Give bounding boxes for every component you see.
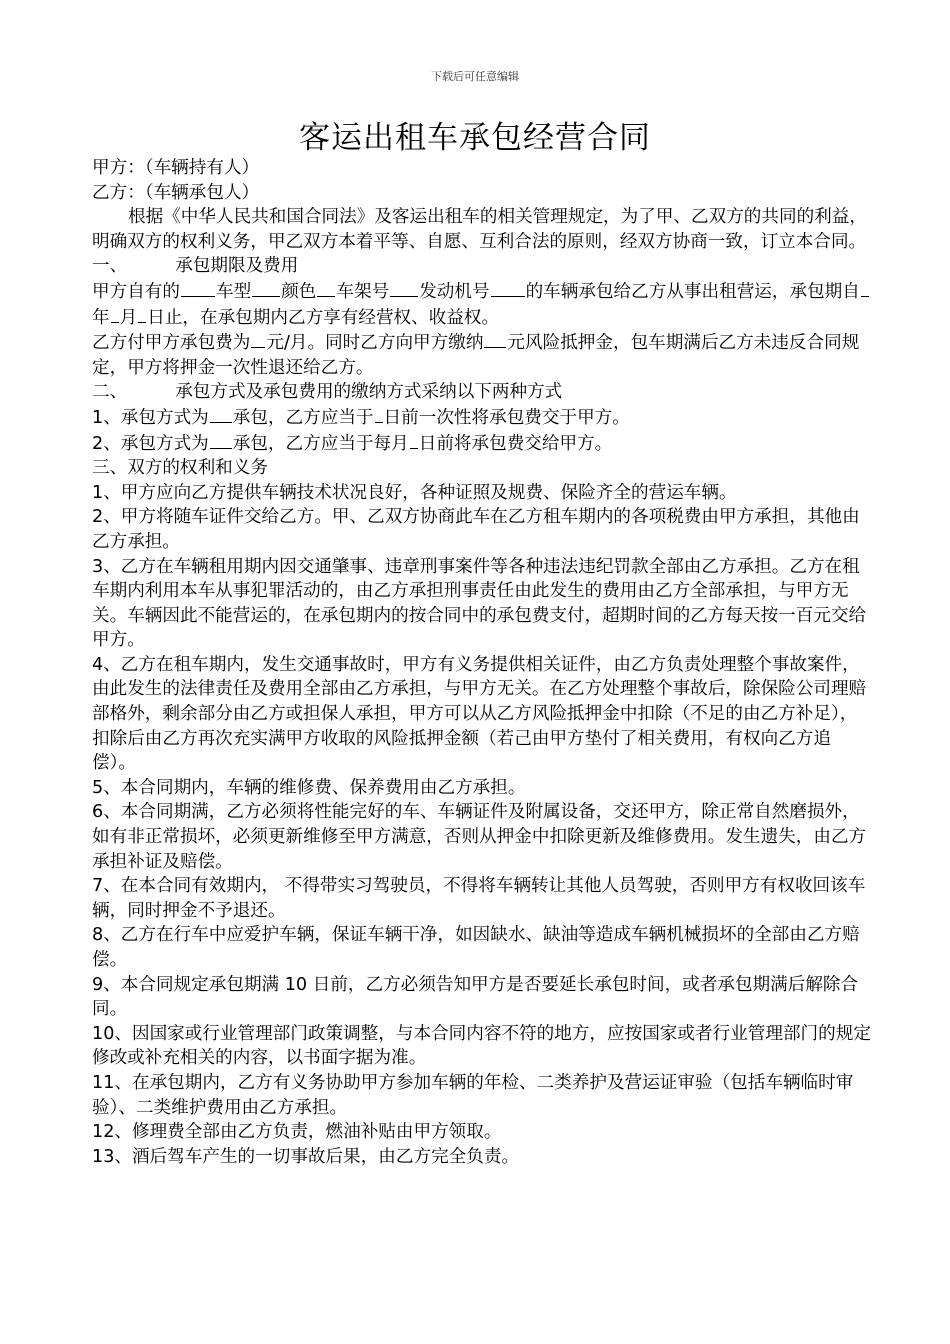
text-segment: 承包，乙方应当于 [232, 407, 374, 428]
blank-field [210, 405, 232, 423]
text-segment: 元/月。同时乙方向甲方缴纳 [266, 333, 484, 354]
section-3-heading: 三、双方的权利和义务 [92, 458, 268, 479]
text-segment: 日前一次性将承包费交于甲方。 [383, 407, 630, 428]
blank-field [111, 305, 119, 323]
list-item: 5、本合同期内，车辆的维修费、保养费用由乙方承担。 [92, 777, 526, 798]
document-title: 客运出租车承包经营合同 [299, 120, 651, 156]
section-2-item-1 [92, 405, 872, 431]
blank-field [410, 431, 418, 449]
blank-field [491, 279, 525, 297]
list-item: 1、甲方应向乙方提供车辆技术状况良好，各种证照及规费、保险齐全的营运车辆。 [92, 482, 737, 503]
text-segment: 车架号 [336, 281, 390, 302]
text-segment: 甲方自有的 [92, 281, 180, 302]
text-segment: 元风险抵押金，包车期满后乙方未违反合同规定，甲方将押金一次性退还给乙方。 [92, 333, 860, 378]
text-segment: 月 [119, 307, 138, 328]
section-1-paragraph-1 [92, 279, 872, 330]
blank-field [390, 279, 418, 297]
text-segment: 的车辆承包给乙方从事出租营运，承包期自 [525, 281, 860, 302]
text-segment: 承包，乙方应当于每月 [232, 433, 409, 454]
party-a-line: 甲方：（车辆持有人） [92, 158, 260, 178]
preamble: 根据《中华人民共和国合同法》及客运出租车的相关管理规定，为了甲、乙双方的共同的利益，明确双方的权利义务，甲乙双方本着平等、自愿、互利合法的原则，经双方协商一致，订立本合同。 [92, 207, 867, 252]
list-item: 2、甲方将随车证件交给乙方。甲、乙双方协商此车在乙方租车期内的各项税费由甲方承担，其他由乙方承担。 [92, 507, 860, 552]
list-item: 6、本合同期满，乙方必须将性能完好的车、车辆证件及附属设备，交还甲方，除正常自然磨损外，如有非正常损坏，必须更新维修至甲方满意，否则从押金中扣除更新及维修费用。发生遗失，由乙方承担补证及赔偿。 [92, 802, 867, 872]
blank-field [484, 330, 506, 348]
text-segment: 颜色 [281, 281, 317, 302]
blank-field [210, 431, 232, 449]
section-1-number: 一、 [92, 256, 128, 277]
text-segment: 日止，在承包期内乙方享有经营权、收益权。 [147, 307, 500, 328]
section-1-title: 承包期限及费用 [175, 256, 299, 277]
text-segment: 2、承包方式为 [92, 433, 209, 454]
blank-field [861, 279, 869, 297]
list-item: 3、乙方在车辆租用期内因交通肇事、违章刑事案件等各种违法违纪罚款全部由乙方承担。乙方在租车期内利用本车从事犯罪活动的，由乙方承担刑事责任由此发生的费用由乙方全部承担，与甲方无关。车辆因此不能营运的，在承包期内的按合同中的承包费支付，超期时间的乙方每天按一百元交给甲方。 [92, 556, 867, 651]
section-1-heading [92, 254, 872, 279]
list-item: 10、因国家或行业管理部门政策调整，与本合同内容不符的地方，应按国家或者行业管理部门的规定修改或补充相关的内容，以书面字据为准。 [92, 1023, 871, 1069]
list-item: 9、本合同规定承包期满 10 日前，乙方必须告知甲方是否要延长承包时间，或者承包期满后解除合同。 [92, 974, 859, 1020]
section-1-paragraph-2 [92, 330, 872, 380]
blank-field [181, 279, 215, 297]
text-segment: 1、承包方式为 [92, 407, 209, 428]
section-2-heading [92, 380, 872, 405]
party-b-line: 乙方：（车辆承包人） [92, 182, 260, 203]
blank-field [317, 279, 335, 297]
contract-body [92, 156, 872, 1169]
section-2-item-2 [92, 431, 872, 457]
blank-field [252, 279, 280, 297]
list-item: 7、在本合同有效期内， 不得带实习驾驶员，不得将车辆转让其他人员驾驶，否则甲方有权收回该车辆，同时押金不予退还。 [92, 876, 866, 921]
section-2-number: 二、 [92, 382, 128, 403]
text-segment: 年 [92, 307, 110, 328]
blank-field [375, 405, 383, 423]
list-item: 4、乙方在租车期内，发生交通事故时，甲方有义务提供相关证件，由乙方负责处理整个事故案件，由此发生的法律责任及费用全部由乙方承担，与甲方无关。在乙方处理整个事故后，除保险公司理赔部格外，剩余部分由乙方或担保人承担，甲方可以从乙方风险抵押金中扣除（不足的由乙方补足），扣除后由乙方再次充实满甲方收取的风险抵押金额（若己由甲方垫付了相关费用，有权向乙方追偿）。 [92, 654, 867, 774]
text-segment: 乙方付甲方承包费为 [92, 333, 251, 354]
text-segment: 日前将承包费交给甲方。 [418, 433, 613, 454]
header-note: 下载后可任意编辑 [431, 70, 519, 83]
text-segment: 车型 [215, 281, 252, 302]
list-item: 8、乙方在行车中应爱护车辆，保证车辆干净，如因缺水、缺油等造成车辆机械损坏的全部由乙方赔偿。 [92, 925, 860, 970]
blank-field [251, 330, 265, 348]
list-item: 13、酒后驾车产生的一切事故后果，由乙方完全负责。 [92, 1146, 520, 1167]
list-item: 11、在承包期内，乙方有义务协助甲方参加车辆的年检、二类养护及营运证审验（包括车辆临时审验）、二类维护费用由乙方承担。 [92, 1072, 854, 1118]
text-segment: 发动机号 [419, 281, 490, 302]
section-2-title: 承包方式及承包费用的缴纳方式采纳以下两种方式 [175, 382, 563, 403]
blank-field [138, 305, 146, 323]
list-item: 12、修理费全部由乙方负责，燃油补贴由甲方领取。 [92, 1122, 502, 1143]
